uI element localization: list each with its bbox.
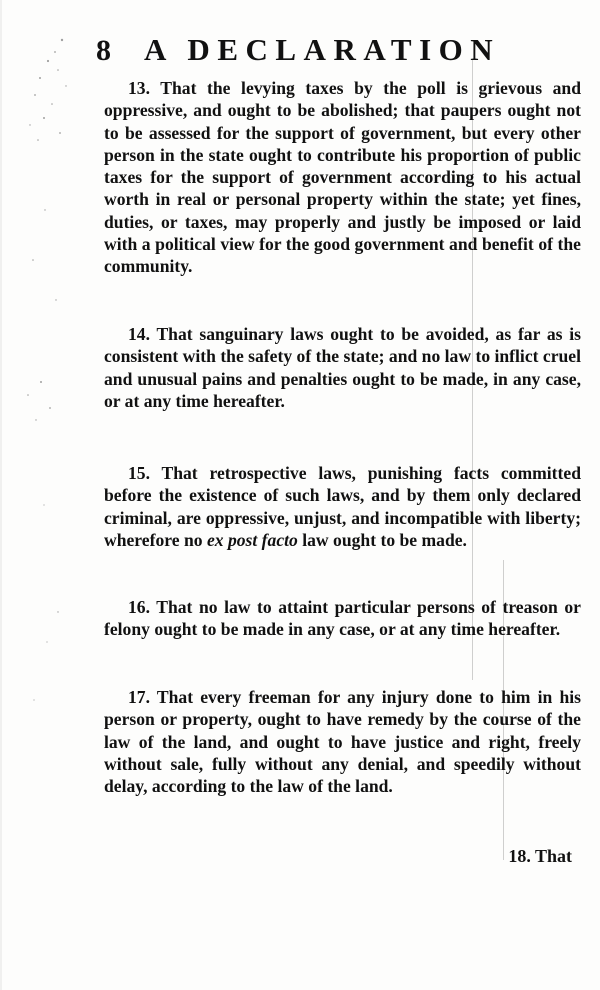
article-number: 14. <box>128 324 150 344</box>
running-title: A DECLARATION <box>144 32 501 67</box>
article-text: That the levying taxes by the poll is grievous and oppressive, and ought to be abolished; that paupers ought not to be assessed for the support of government, but every other person in the state ought to contribute his proportion of public taxes for the support of government according to his actual worth in real or personal property within the state; yet fines, duties, or taxes, may properly and justly be imposed or laid with a political view for the good government and benefit of the community. <box>104 78 581 277</box>
page-number: 8 <box>96 34 111 67</box>
scan-edge <box>0 0 2 990</box>
article-number: 13. <box>128 78 150 98</box>
page-header <box>96 32 580 76</box>
latin-phrase: ex post facto <box>206 529 298 550</box>
article-number: 16. <box>128 597 150 617</box>
article-17 <box>104 686 581 797</box>
article-text: That sanguinary laws ought to be avoided, as far as is consistent with the safety of the state; and no law to inflict cruel and unusual pains and penalties ought to be made, in any case, or at any time hereafter. <box>104 324 581 411</box>
catchword: 18. That <box>508 846 572 866</box>
article-15 <box>104 462 581 551</box>
article-13 <box>104 77 581 278</box>
article-text: That no law to attaint particular persons of treason or felony ought to be made in any case, or at any time hereafter. <box>104 597 581 640</box>
article-14 <box>104 323 581 412</box>
scan-speckle <box>0 0 70 990</box>
article-number: 17. <box>128 687 150 707</box>
article-text-end: law ought to be made. <box>302 529 467 550</box>
article-text: That retrospective laws, punishing facts committed before the existence of such laws, and by them only declared criminal, are oppressive, unjust, and incompatible with liberty; wherefore no <box>104 463 581 550</box>
article-number: 15. <box>128 463 150 483</box>
article-text: That every freeman for any injury done to him in his person or property, ought to have remedy by the course of the law of the land, and ought to have justice and right, freely without sale, fully without any denial, and speedily without delay, according to the law of the land. <box>104 687 581 797</box>
article-16 <box>104 596 581 641</box>
